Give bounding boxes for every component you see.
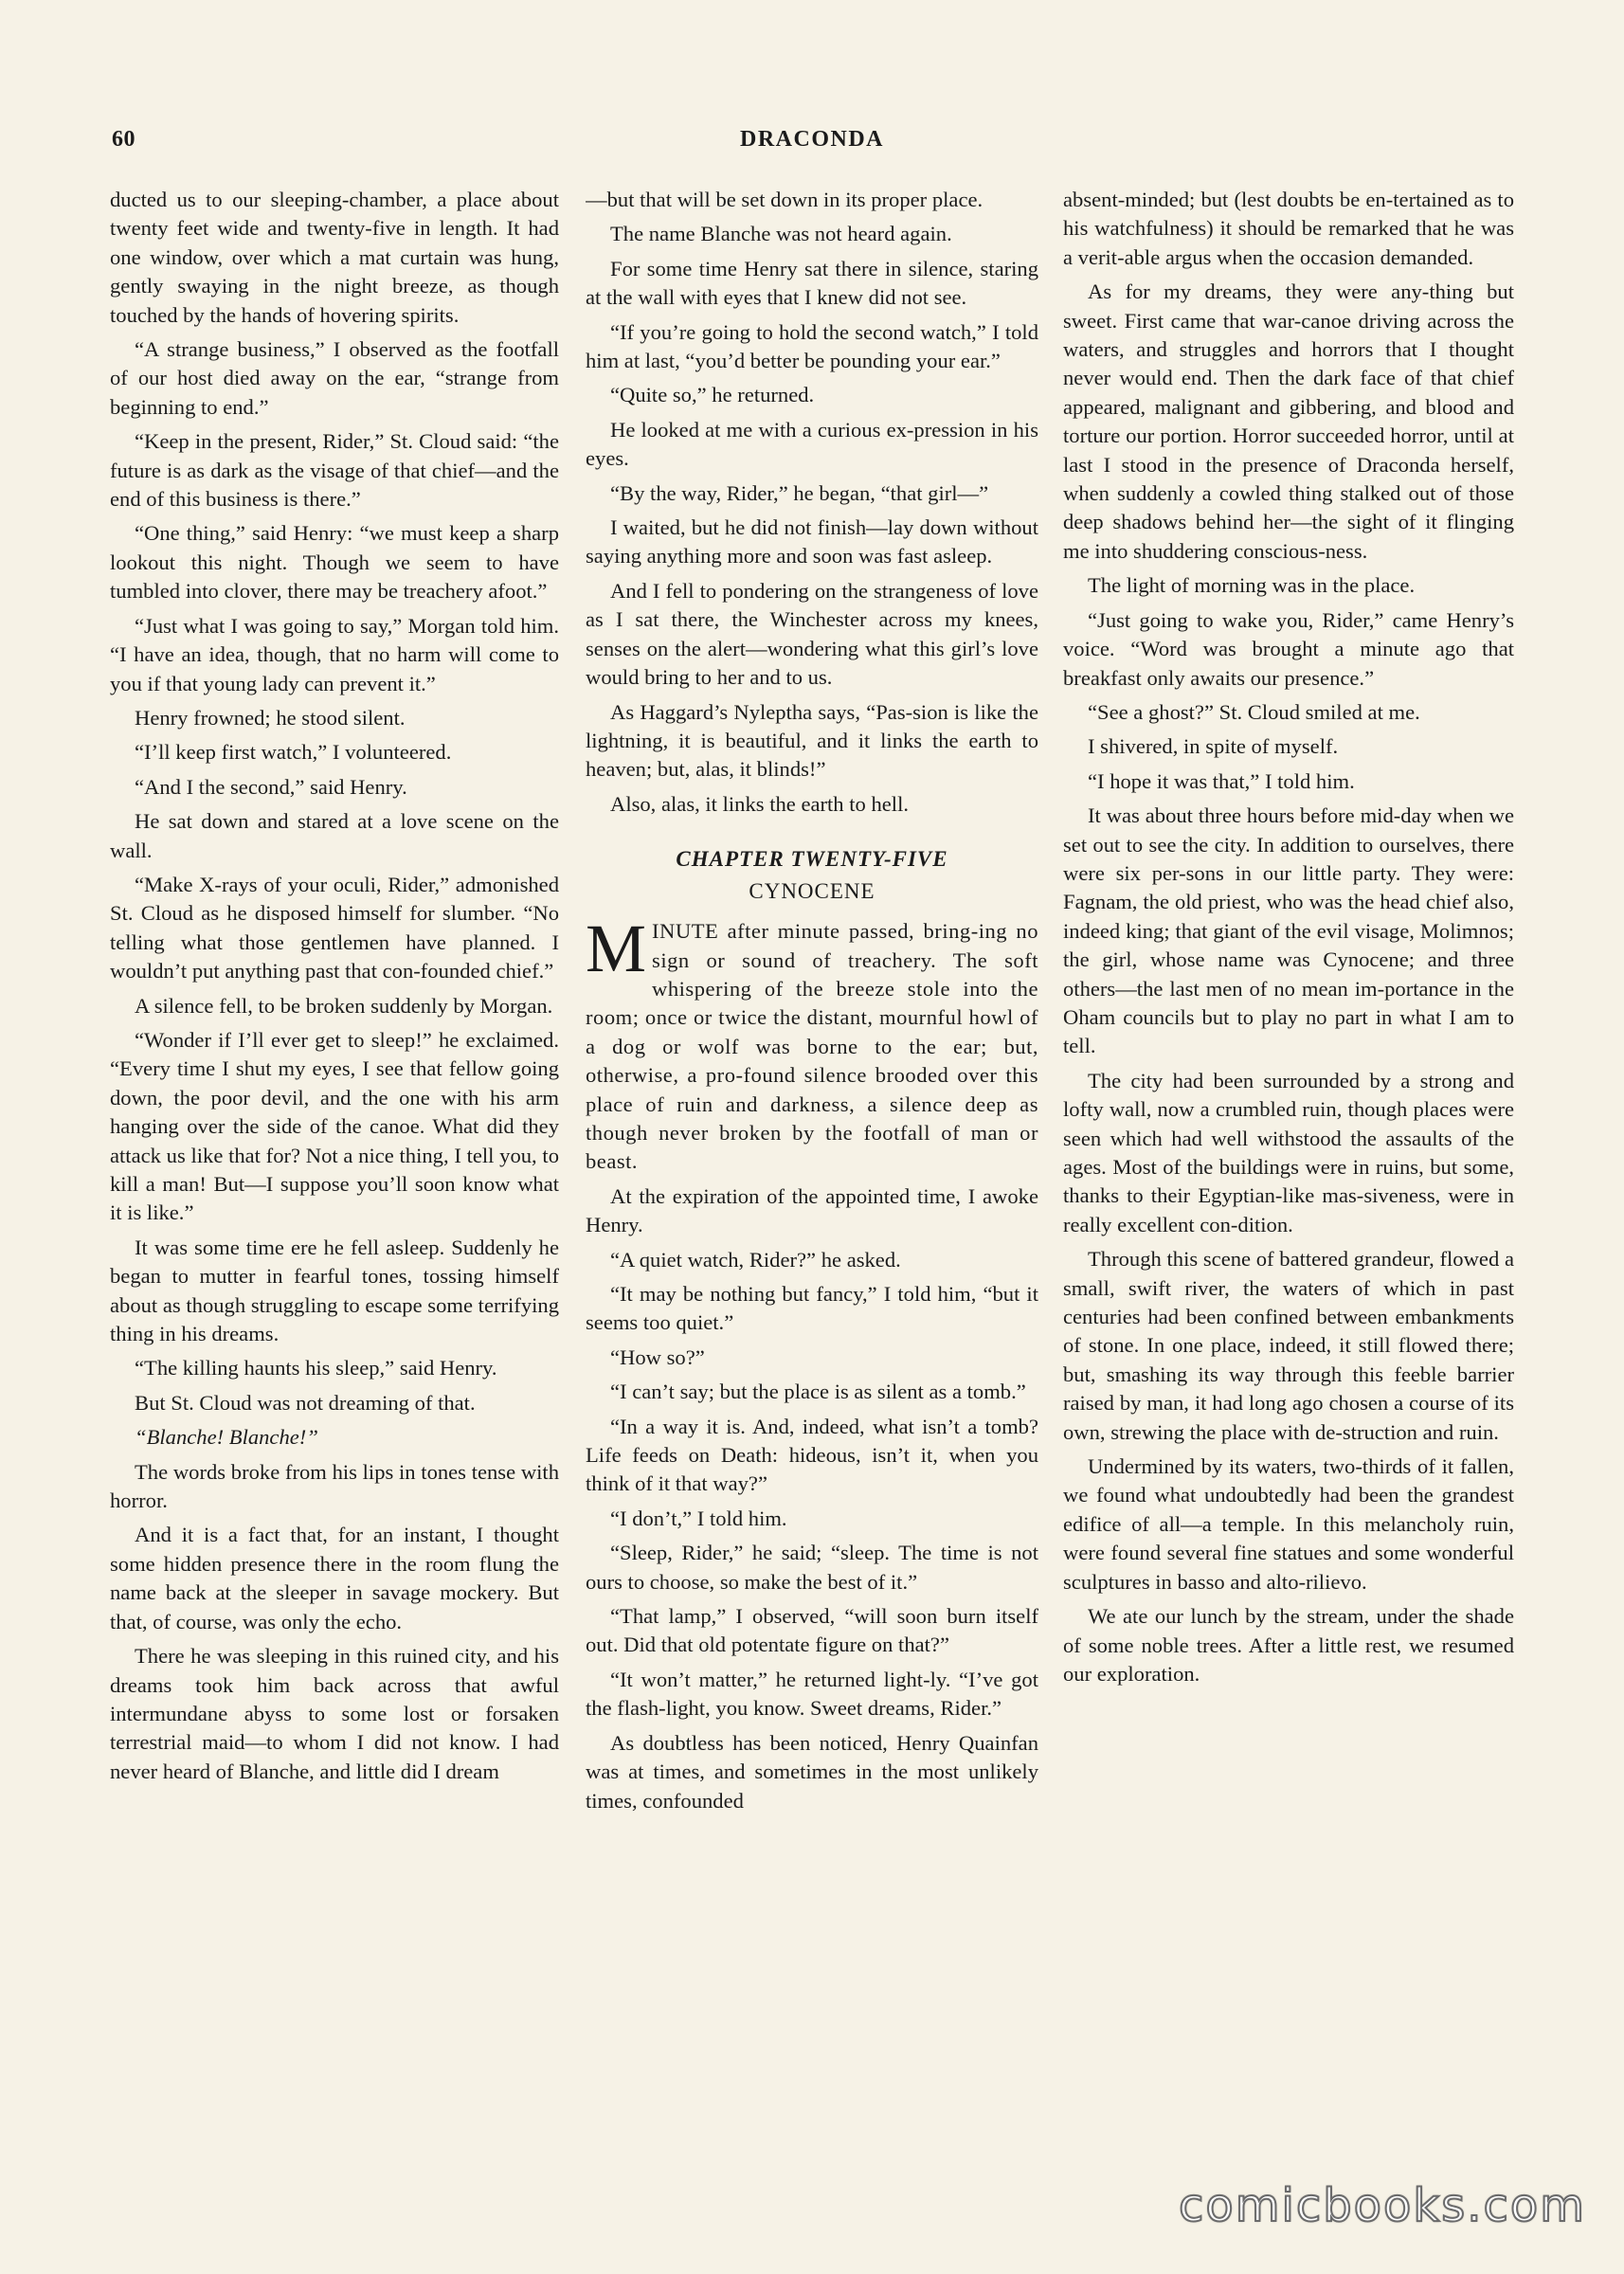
paragraph: “In a way it is. And, indeed, what isn’t a tomb? Life feeds on Death: hideous, isn’t it, when you think of it that way?” bbox=[586, 1414, 1038, 1496]
paragraph: “A strange business,” I observed as the footfall of our host died away on the ear, “strange from beginning to end.” bbox=[110, 337, 559, 419]
paragraph: It was about three hours before mid-day when we set out to see the city. In addition to ourselves, there were six per-sons in our little party. They were: Fagnam, the old priest, who was the head chief also, indeed king; that giant of the evil visage, Molimnos; the girl, whose name was Cynocene; and three others—the last men of no mean im-portance in the Oham councils but to play no part in what I am to tell. bbox=[1063, 803, 1514, 1058]
paragraph: “The killing haunts his sleep,” said Henry. bbox=[135, 1356, 497, 1381]
opening-text: INUTE after minute passed, bring-ing no sign or sound of treachery. The soft whispering of the breeze stole into the room; once or twice the distant, mournful howl of a dog or wolf was borne to the ear; but, otherwise, a pro-found silence brooded over this place of ruin and darkness, a silence deep as though never broken by the footfall of man or beast. bbox=[586, 919, 1038, 1174]
paragraph: We ate our lunch by the stream, under the shade of some noble trees. After a little rest, we resumed our exploration. bbox=[1063, 1604, 1514, 1686]
running-head: DRACONDA bbox=[740, 127, 884, 152]
paragraph: “I don’t,” I told him. bbox=[610, 1506, 787, 1530]
paragraph: I waited, but he did not finish—lay down without saying anything more and soon was fast asleep. bbox=[586, 515, 1038, 568]
paragraph: And it is a fact that, for an instant, I thought some hidden presence there in the room flung the name back at the sleeper in savage mockery. But that, of course, was only the echo. bbox=[110, 1523, 559, 1633]
paragraph: There he was sleeping in this ruined city, and his dreams took him back across that awful intermundane abyss to some lost or forsaken terrestrial maid—to whom I did not know. I had never heard of Blanche, and little did I dream bbox=[110, 1644, 559, 1783]
paragraph: “That lamp,” I observed, “will soon burn itself out. Did that old potentate figure on that?” bbox=[586, 1604, 1038, 1657]
paragraph: “If you’re going to hold the second watch,” I told him at last, “you’d better be pounding your ear.” bbox=[586, 319, 1038, 373]
paragraph: As for my dreams, they were any-thing but sweet. First came that war-canoe driving across the waters, and struggles and horrors that I thought never would end. Then the dark face of that chief appeared, malignant and gibbering, and blood and torture our portion. Horror succeeded horror, until at last I stood in the presence of Draconda herself, when suddenly a cowled thing stalked out of those deep shadows behind her—the sight of it flinging me into shuddering conscious-ness. bbox=[1063, 280, 1514, 563]
paragraph: Henry frowned; he stood silent. bbox=[135, 705, 406, 730]
paragraph: “A quiet watch, Rider?” he asked. bbox=[610, 1247, 901, 1272]
chapter-opening-paragraph bbox=[586, 911, 1038, 1177]
paragraph: He sat down and stared at a love scene on the wall. bbox=[110, 809, 559, 862]
paragraph: “Sleep, Rider,” he said; “sleep. The time is not ours to choose, so make the best of it.” bbox=[586, 1541, 1038, 1594]
paragraph: I shivered, in spite of myself. bbox=[1088, 734, 1339, 759]
paragraph: “Keep in the present, Rider,” St. Cloud said: “the future is as dark as the visage of that chief—and the end of this business is there.” bbox=[110, 429, 559, 512]
chapter-subtitle: CYNOCENE bbox=[749, 879, 875, 904]
chapter-title: CHAPTER TWENTY-FIVE bbox=[676, 847, 948, 872]
paragraph: As Haggard’s Nyleptha says, “Pas-sion is like the lightning, it is beautiful, and it links the earth to heaven; but, alas, it blinds!” bbox=[586, 699, 1038, 782]
paragraph: “I’ll keep first watch,” I volunteered. bbox=[135, 740, 452, 765]
paragraph: Undermined by its waters, two-thirds of it fallen, we found what undoubtedly had been the grandest edifice of all—a temple. In this melancholy ruin, were found several fine statues and some wonderful sculptures in basso and alto-rilievo. bbox=[1063, 1454, 1514, 1594]
text-column-3 bbox=[1063, 186, 1514, 2138]
paragraph: The words broke from his lips in tones tense with horror. bbox=[110, 1459, 559, 1513]
text-column-1 bbox=[110, 186, 559, 2138]
paragraph: “Just what I was going to say,” Morgan told him. “I have an idea, though, that no harm will come to you if that young lady can prevent it.” bbox=[110, 613, 559, 695]
drop-cap: M bbox=[586, 911, 647, 987]
paragraph: Also, alas, it links the earth to hell. bbox=[610, 791, 909, 816]
paragraph: “Quite so,” he returned. bbox=[610, 383, 815, 407]
paragraph: The name Blanche was not heard again. bbox=[610, 222, 952, 246]
paragraph: “It won’t matter,” he returned light-ly. “I’ve got the flash-light, you know. Sweet dreams, Rider.” bbox=[586, 1667, 1038, 1721]
paragraph: At the expiration of the appointed time, I awoke Henry. bbox=[586, 1183, 1038, 1237]
paragraph: “Wonder if I’ll ever get to sleep!” he exclaimed. “Every time I shut my eyes, I see that fellow going down, the poor devil, and the one with his arm hanging over the side of the canoe. What did they attack us like that for? Not a nice thing, I tell you, to kill a man! But—I suppose you’ll soon know what it is like.” bbox=[110, 1027, 559, 1225]
paragraph: “One thing,” said Henry: “we must keep a sharp lookout this night. Though we seem to have tumbled into clover, there may be treachery afoot.” bbox=[110, 521, 559, 604]
text-column-2 bbox=[586, 186, 1038, 2138]
paragraph: ducted us to our sleeping-chamber, a place about twenty feet wide and twenty-five in length. It had one window, over which a mat curtain was hung, gently swaying in the night breeze, as though touched by the hands of hovering spirits. bbox=[110, 188, 559, 327]
paragraph: “See a ghost?” St. Cloud smiled at me. bbox=[1088, 699, 1420, 724]
paragraph: A silence fell, to be broken suddenly by Morgan. bbox=[135, 993, 553, 1018]
site-watermark: comicbooks.com bbox=[1178, 2179, 1586, 2232]
paragraph: The light of morning was in the place. bbox=[1088, 573, 1416, 598]
paragraph: “How so?” bbox=[610, 1345, 705, 1369]
paragraph: “Just going to wake you, Rider,” came Henry’s voice. “Word was brought a minute ago that breakfast only awaits our presence.” bbox=[1063, 607, 1514, 690]
paragraph: And I fell to pondering on the strangeness of love as I sat there, the Winchester across my knees, senses on the alert—wondering what this girl’s love would bring to her and to us. bbox=[586, 578, 1038, 690]
paragraph-italic: “Blanche! Blanche!” bbox=[135, 1425, 318, 1450]
paragraph: “By the way, Rider,” he began, “that girl—” bbox=[610, 480, 989, 505]
paragraph: absent-minded; but (lest doubts be en-tertained as to his watchfulness) it should be remarked that he was a verit-able argus when the occasion demanded. bbox=[1063, 188, 1514, 269]
paragraph: For some time Henry sat there in silence, staring at the wall with eyes that I knew did not see. bbox=[586, 256, 1038, 310]
paragraph: —but that will be set down in its proper place. bbox=[586, 188, 983, 211]
paragraph: Through this scene of battered grandeur, flowed a small, swift river, the waters of which in past centuries had been confined between embankments of stone. In one place, indeed, it still flowed there; but, smashing its way through this feeble barrier raised by man, it had long ago chosen a course of its own, strewing the place with de-struction and ruin. bbox=[1063, 1247, 1514, 1444]
paragraph: “I hope it was that,” I told him. bbox=[1088, 768, 1355, 793]
paragraph: He looked at me with a curious ex-pression in his eyes. bbox=[586, 417, 1038, 471]
paragraph: “I can’t say; but the place is as silent as a tomb.” bbox=[610, 1380, 1026, 1404]
paragraph: It was some time ere he fell asleep. Suddenly he began to mutter in fearful tones, tossing himself about as though struggling to escape some terrifying thing in his dreams. bbox=[110, 1235, 559, 1346]
paragraph: As doubtless has been noticed, Henry Quainfan was at times, and sometimes in the most unlikely times, confounded bbox=[586, 1730, 1038, 1813]
page-number: 60 bbox=[112, 127, 135, 152]
paragraph: “Make X-rays of your oculi, Rider,” admonished St. Cloud as he disposed himself for slumber. “No telling what those gentlemen have planned. I wouldn’t put anything past that con-founded chief.” bbox=[110, 872, 559, 984]
paragraph: “And I the second,” said Henry. bbox=[135, 774, 407, 799]
paragraph: But St. Cloud was not dreaming of that. bbox=[135, 1390, 476, 1415]
paragraph: “It may be nothing but fancy,” I told him, “but it seems too quiet.” bbox=[586, 1282, 1038, 1335]
paragraph: The city had been surrounded by a strong and lofty wall, now a crumbled ruin, though places were seen which had well withstood the assaults of the ages. Most of the buildings were in ruins, but some, thanks to their Egyptian-like mas-siveness, were in really excellent con-dition. bbox=[1063, 1068, 1514, 1236]
